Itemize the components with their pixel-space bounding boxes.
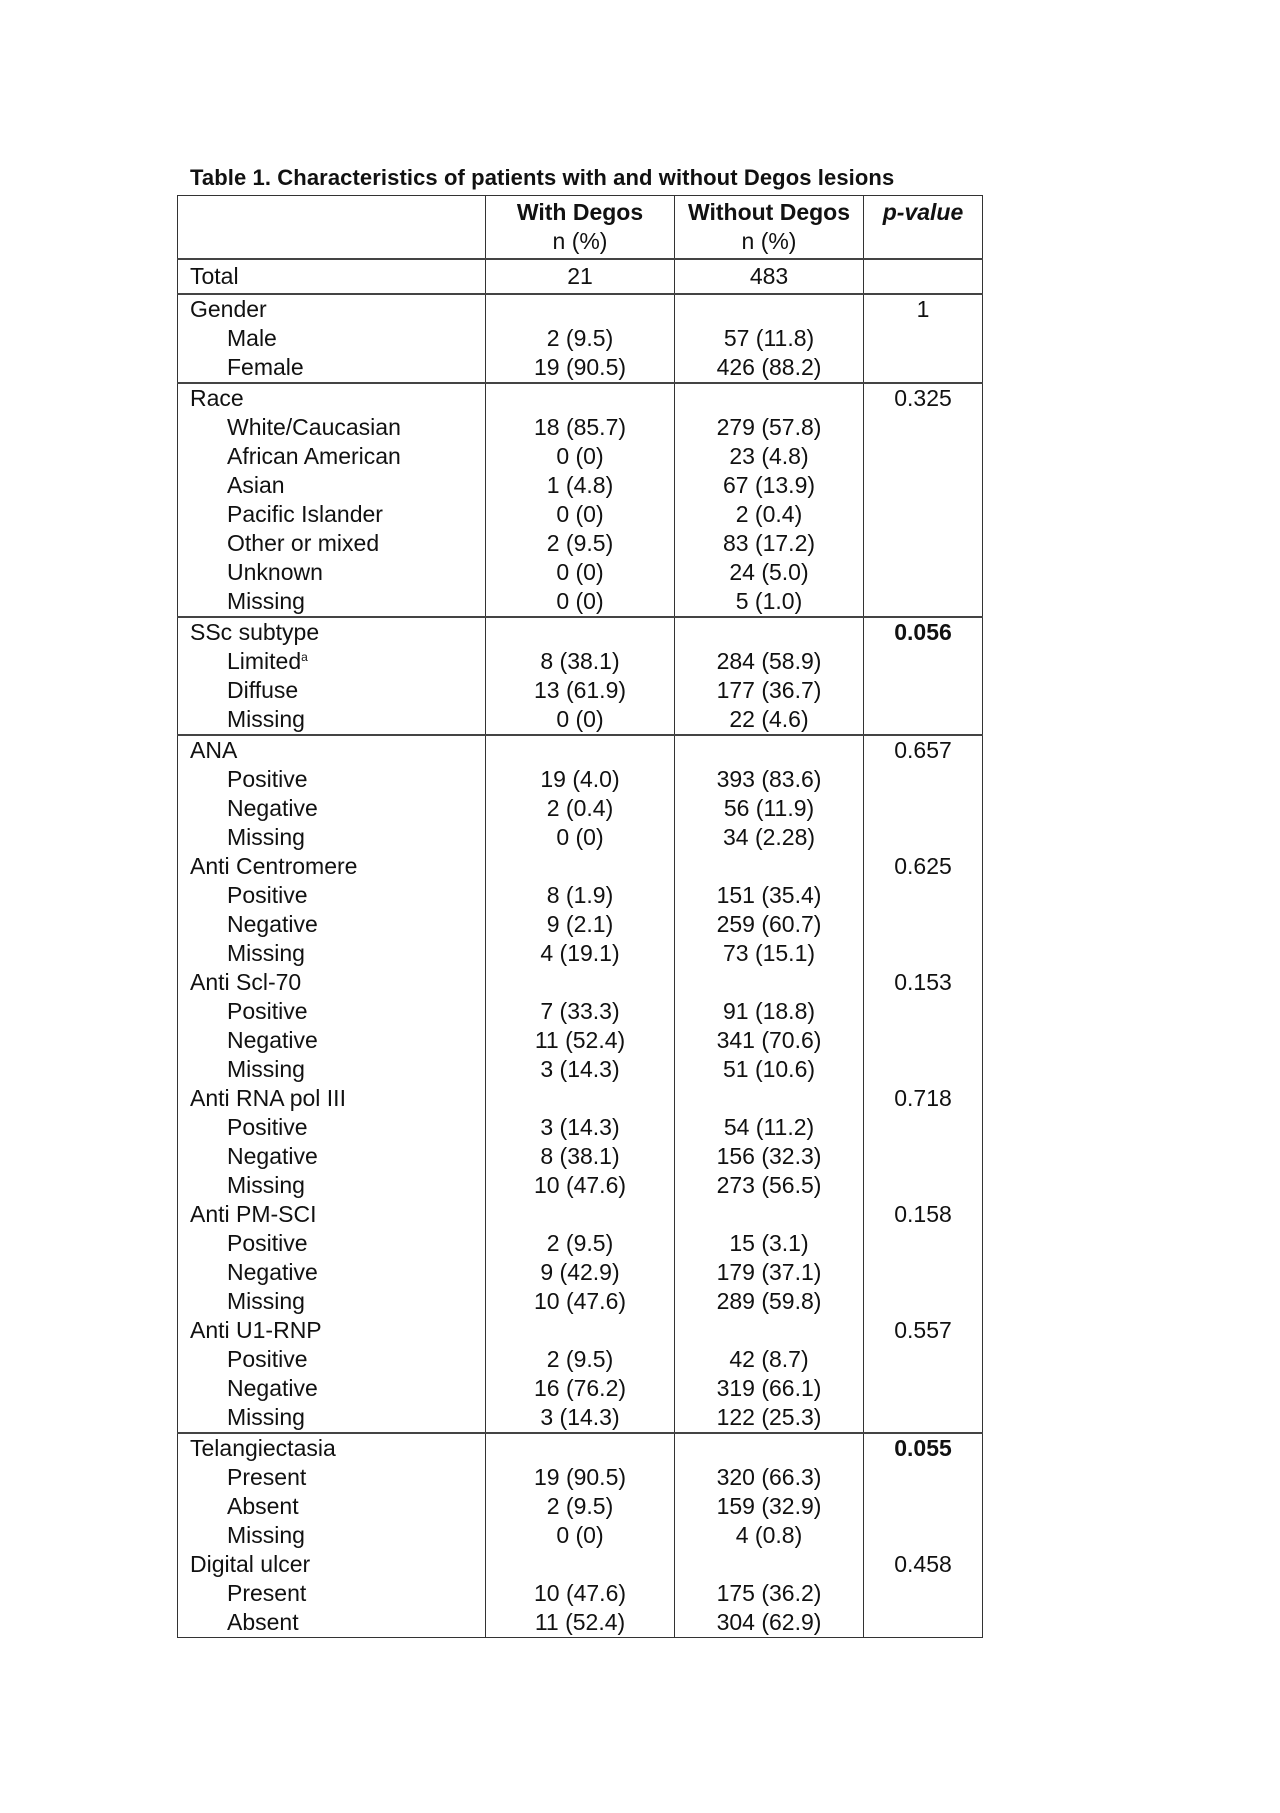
row-with: 0 (0): [486, 500, 675, 529]
group-pvalue: 0.055: [864, 1433, 983, 1463]
group-label: ANA: [178, 735, 486, 765]
group-without-cell: [675, 294, 864, 324]
row-with: 11 (52.4): [486, 1026, 675, 1055]
row-label-cell: [178, 413, 486, 442]
table-row: [178, 765, 983, 794]
row-label-cell: [178, 997, 486, 1026]
row-with: 0 (0): [486, 1521, 675, 1550]
table-row: [178, 647, 983, 676]
header-without-degos-label: Without Degos: [687, 199, 851, 225]
total-without: 483: [675, 259, 864, 294]
row-with: 10 (47.6): [486, 1579, 675, 1608]
row-label: Missing: [227, 1522, 305, 1548]
group-with-cell: [486, 968, 675, 997]
row-without: 22 (4.6): [675, 705, 864, 735]
row-label-cell: [178, 1258, 486, 1287]
row-with: 4 (19.1): [486, 939, 675, 968]
group-pvalue: 0.657: [864, 735, 983, 765]
table-row: [178, 442, 983, 471]
group-row: [178, 1433, 983, 1463]
row-label-cell: [178, 676, 486, 705]
row-pvalue: [864, 1521, 983, 1550]
group-pvalue: 0.557: [864, 1316, 983, 1345]
group-label: Anti PM-SCI: [178, 1200, 486, 1229]
row-pvalue: [864, 1463, 983, 1492]
row-pvalue: [864, 676, 983, 705]
row-without: 177 (36.7): [675, 676, 864, 705]
row-label: Present: [227, 1580, 307, 1606]
row-pvalue: [864, 1171, 983, 1200]
table-row: [178, 1579, 983, 1608]
row-with: 18 (85.7): [486, 413, 675, 442]
row-label-cell: [178, 1608, 486, 1638]
row-without: 122 (25.3): [675, 1403, 864, 1433]
group-pvalue: 0.153: [864, 968, 983, 997]
row-label: Negative: [227, 1027, 318, 1053]
row-label-cell: [178, 1374, 486, 1403]
group-with-cell: [486, 617, 675, 647]
table-row: [178, 1171, 983, 1200]
row-label-cell: [178, 794, 486, 823]
row-without: 42 (8.7): [675, 1345, 864, 1374]
row-pvalue: [864, 1579, 983, 1608]
group-row: [178, 735, 983, 765]
row-label-cell: [178, 1492, 486, 1521]
row-pvalue: [864, 413, 983, 442]
row-pvalue: [864, 647, 983, 676]
row-label-cell: [178, 442, 486, 471]
row-with: 3 (14.3): [486, 1055, 675, 1084]
row-label: Missing: [227, 1404, 305, 1430]
row-label: Positive: [227, 1346, 308, 1372]
row-pvalue: [864, 939, 983, 968]
group-label: Race: [178, 383, 486, 413]
row-without: 34 (2.28): [675, 823, 864, 852]
row-without: 73 (15.1): [675, 939, 864, 968]
table-row: [178, 529, 983, 558]
row-label: Negative: [227, 1143, 318, 1169]
row-with: 8 (38.1): [486, 647, 675, 676]
row-with: 13 (61.9): [486, 676, 675, 705]
row-with: 8 (1.9): [486, 881, 675, 910]
group-with-cell: [486, 294, 675, 324]
table-row: [178, 500, 983, 529]
row-with: 9 (42.9): [486, 1258, 675, 1287]
group-with-cell: [486, 383, 675, 413]
row-label: Missing: [227, 1056, 305, 1082]
header-row: [178, 196, 983, 260]
group-label: Anti Centromere: [178, 852, 486, 881]
table-row: [178, 794, 983, 823]
group-row: [178, 1200, 983, 1229]
table-body: [178, 196, 983, 1638]
table-row: [178, 910, 983, 939]
row-label: Missing: [227, 706, 305, 732]
group-without-cell: [675, 1200, 864, 1229]
row-without: 23 (4.8): [675, 442, 864, 471]
row-label: Pacific Islander: [227, 501, 383, 527]
group-without-cell: [675, 1084, 864, 1113]
row-pvalue: [864, 471, 983, 500]
row-pvalue: [864, 529, 983, 558]
header-with-degos-label: With Degos: [516, 199, 644, 225]
row-pvalue: [864, 1287, 983, 1316]
row-without: 289 (59.8): [675, 1287, 864, 1316]
row-with: 0 (0): [486, 558, 675, 587]
row-with: 3 (14.3): [486, 1113, 675, 1142]
row-label: Unknown: [227, 559, 323, 585]
row-without: 156 (32.3): [675, 1142, 864, 1171]
group-with-cell: [486, 1316, 675, 1345]
row-with: 2 (0.4): [486, 794, 675, 823]
row-pvalue: [864, 1608, 983, 1638]
row-label: Negative: [227, 1375, 318, 1401]
header-without-degos: [675, 196, 864, 260]
group-row: [178, 1084, 983, 1113]
row-pvalue: [864, 823, 983, 852]
table-row: [178, 1403, 983, 1433]
table-row: [178, 413, 983, 442]
header-pvalue-label: p-value: [882, 199, 964, 225]
row-without: 393 (83.6): [675, 765, 864, 794]
row-label: Absent: [227, 1493, 299, 1519]
row-label-cell: [178, 500, 486, 529]
row-label-cell: [178, 881, 486, 910]
row-without: 15 (3.1): [675, 1229, 864, 1258]
row-pvalue: [864, 705, 983, 735]
row-pvalue: [864, 1403, 983, 1433]
row-without: 304 (62.9): [675, 1608, 864, 1638]
row-with: 8 (38.1): [486, 1142, 675, 1171]
row-without: 24 (5.0): [675, 558, 864, 587]
header-pvalue: [864, 196, 983, 260]
row-label-cell: [178, 647, 486, 676]
row-without: 159 (32.9): [675, 1492, 864, 1521]
group-pvalue: 1: [864, 294, 983, 324]
row-label: Diffuse: [227, 677, 299, 703]
row-without: 5 (1.0): [675, 587, 864, 617]
row-without: 279 (57.8): [675, 413, 864, 442]
row-without: 51 (10.6): [675, 1055, 864, 1084]
row-without: 179 (37.1): [675, 1258, 864, 1287]
header-blank-cell: [178, 196, 486, 260]
row-label-cell: [178, 939, 486, 968]
group-label: Anti U1-RNP: [178, 1316, 486, 1345]
group-pvalue: 0.458: [864, 1550, 983, 1579]
table-row: [178, 587, 983, 617]
row-with: 16 (76.2): [486, 1374, 675, 1403]
table-row: [178, 1258, 983, 1287]
row-label: Missing: [227, 940, 305, 966]
row-pvalue: [864, 881, 983, 910]
row-without: 56 (11.9): [675, 794, 864, 823]
row-label: Negative: [227, 795, 318, 821]
group-without-cell: [675, 1316, 864, 1345]
row-with: 2 (9.5): [486, 324, 675, 353]
row-without: 2 (0.4): [675, 500, 864, 529]
row-with: 19 (90.5): [486, 353, 675, 383]
group-row: [178, 383, 983, 413]
row-pvalue: [864, 587, 983, 617]
table-row: [178, 997, 983, 1026]
row-label: Missing: [227, 588, 305, 614]
row-label-cell: [178, 587, 486, 617]
row-label-cell: [178, 765, 486, 794]
table-row: [178, 939, 983, 968]
row-label-cell: [178, 823, 486, 852]
row-without: 175 (36.2): [675, 1579, 864, 1608]
row-label-cell: [178, 705, 486, 735]
table-row: [178, 1608, 983, 1638]
header-with-degos-unit: n (%): [552, 228, 608, 254]
group-without-cell: [675, 383, 864, 413]
characteristics-table: [177, 195, 983, 1638]
row-label: Positive: [227, 1114, 308, 1140]
row-pvalue: [864, 1258, 983, 1287]
row-pvalue: [864, 442, 983, 471]
group-row: [178, 1550, 983, 1579]
row-label: Missing: [227, 1172, 305, 1198]
group-label: Telangiectasia: [178, 1433, 486, 1463]
group-without-cell: [675, 852, 864, 881]
group-label: Anti Scl-70: [178, 968, 486, 997]
row-pvalue: [864, 997, 983, 1026]
group-label: SSc subtype: [178, 617, 486, 647]
row-with: 1 (4.8): [486, 471, 675, 500]
group-without-cell: [675, 735, 864, 765]
total-with: 21: [486, 259, 675, 294]
total-label: Total: [178, 259, 486, 294]
header-with-degos: [486, 196, 675, 260]
group-row: [178, 968, 983, 997]
row-pvalue: [864, 1055, 983, 1084]
row-pvalue: [864, 1026, 983, 1055]
row-pvalue: [864, 558, 983, 587]
group-pvalue: 0.325: [864, 383, 983, 413]
group-without-cell: [675, 1550, 864, 1579]
table-row: [178, 1345, 983, 1374]
row-pvalue: [864, 910, 983, 939]
row-pvalue: [864, 1229, 983, 1258]
group-with-cell: [486, 1433, 675, 1463]
row-with: 2 (9.5): [486, 529, 675, 558]
row-without: 57 (11.8): [675, 324, 864, 353]
row-label: Asian: [227, 472, 285, 498]
row-pvalue: [864, 765, 983, 794]
row-label-cell: [178, 1055, 486, 1084]
row-label-cell: [178, 910, 486, 939]
row-label-cell: [178, 1463, 486, 1492]
group-pvalue: 0.625: [864, 852, 983, 881]
row-without: 54 (11.2): [675, 1113, 864, 1142]
row-without: 83 (17.2): [675, 529, 864, 558]
row-label: Positive: [227, 998, 308, 1024]
table-row: [178, 1521, 983, 1550]
row-label: White/Caucasian: [227, 414, 401, 440]
row-with: 0 (0): [486, 823, 675, 852]
row-pvalue: [864, 1142, 983, 1171]
group-label: Gender: [178, 294, 486, 324]
row-with: 9 (2.1): [486, 910, 675, 939]
table-row: [178, 1287, 983, 1316]
row-label-cell: [178, 353, 486, 383]
header-without-degos-unit: n (%): [741, 228, 797, 254]
row-with: 3 (14.3): [486, 1403, 675, 1433]
row-with: 11 (52.4): [486, 1608, 675, 1638]
group-row: [178, 1316, 983, 1345]
row-with: 19 (90.5): [486, 1463, 675, 1492]
row-pvalue: [864, 1113, 983, 1142]
table-row: [178, 823, 983, 852]
group-row: [178, 294, 983, 324]
row-label-cell: [178, 1171, 486, 1200]
table-row: [178, 324, 983, 353]
row-with: 0 (0): [486, 705, 675, 735]
group-without-cell: [675, 1433, 864, 1463]
total-pvalue: [864, 259, 983, 294]
row-pvalue: [864, 1374, 983, 1403]
row-label: Positive: [227, 766, 308, 792]
group-row: [178, 852, 983, 881]
row-label-cell: [178, 1521, 486, 1550]
row-label: Other or mixed: [227, 530, 380, 556]
group-with-cell: [486, 852, 675, 881]
group-with-cell: [486, 1200, 675, 1229]
row-label: Positive: [227, 882, 308, 908]
table-row: [178, 1142, 983, 1171]
table-row: [178, 1026, 983, 1055]
group-label: Anti RNA pol III: [178, 1084, 486, 1113]
row-label: Missing: [227, 1288, 305, 1314]
row-without: 273 (56.5): [675, 1171, 864, 1200]
row-with: 2 (9.5): [486, 1345, 675, 1374]
row-with: 10 (47.6): [486, 1287, 675, 1316]
table-row: [178, 1374, 983, 1403]
row-label-cell: [178, 558, 486, 587]
group-label: Digital ulcer: [178, 1550, 486, 1579]
row-pvalue: [864, 1345, 983, 1374]
row-label: African American: [227, 443, 401, 469]
row-label: Male: [227, 325, 277, 351]
row-label: Absent: [227, 1609, 299, 1635]
table-row: [178, 353, 983, 383]
group-with-cell: [486, 1084, 675, 1113]
total-row: [178, 259, 983, 294]
row-without: 319 (66.1): [675, 1374, 864, 1403]
row-without: 151 (35.4): [675, 881, 864, 910]
table-row: [178, 676, 983, 705]
table-row: [178, 1113, 983, 1142]
group-with-cell: [486, 735, 675, 765]
table-row: [178, 471, 983, 500]
row-label-cell: [178, 1142, 486, 1171]
row-label: Negative: [227, 1259, 318, 1285]
row-with: 2 (9.5): [486, 1229, 675, 1258]
group-pvalue: 0.158: [864, 1200, 983, 1229]
row-pvalue: [864, 353, 983, 383]
row-without: 67 (13.9): [675, 471, 864, 500]
row-label-cell: [178, 1113, 486, 1142]
row-label: Missing: [227, 824, 305, 850]
row-without: 341 (70.6): [675, 1026, 864, 1055]
row-pvalue: [864, 794, 983, 823]
group-without-cell: [675, 617, 864, 647]
group-with-cell: [486, 1550, 675, 1579]
row-pvalue: [864, 500, 983, 529]
group-without-cell: [675, 968, 864, 997]
row-with: 0 (0): [486, 587, 675, 617]
table-row: [178, 881, 983, 910]
row-label-cell: [178, 471, 486, 500]
row-label-cell: [178, 1229, 486, 1258]
row-with: 2 (9.5): [486, 1492, 675, 1521]
row-pvalue: [864, 324, 983, 353]
row-pvalue: [864, 1492, 983, 1521]
row-with: 7 (33.3): [486, 997, 675, 1026]
table-row: [178, 558, 983, 587]
row-with: 19 (4.0): [486, 765, 675, 794]
table-row: [178, 1463, 983, 1492]
row-with: 10 (47.6): [486, 1171, 675, 1200]
row-without: 426 (88.2): [675, 353, 864, 383]
table-row: [178, 705, 983, 735]
row-label: Limited: [227, 648, 302, 674]
row-without: 4 (0.8): [675, 1521, 864, 1550]
row-label-cell: [178, 1403, 486, 1433]
row-without: 91 (18.8): [675, 997, 864, 1026]
row-with: 0 (0): [486, 442, 675, 471]
table-row: [178, 1492, 983, 1521]
group-pvalue: 0.718: [864, 1084, 983, 1113]
row-without: 320 (66.3): [675, 1463, 864, 1492]
row-label: Female: [227, 354, 304, 380]
group-row: [178, 617, 983, 647]
row-label: Negative: [227, 911, 318, 937]
row-label: Positive: [227, 1230, 308, 1256]
row-label-cell: [178, 529, 486, 558]
row-without: 259 (60.7): [675, 910, 864, 939]
row-label-cell: [178, 1345, 486, 1374]
table-caption: Table 1. Characteristics of patients with and without Degos lesions: [190, 165, 895, 190]
footnote-marker: a: [301, 650, 308, 664]
row-label: Present: [227, 1464, 307, 1490]
row-label-cell: [178, 1026, 486, 1055]
row-label-cell: [178, 1579, 486, 1608]
row-label-cell: [178, 324, 486, 353]
row-without: 284 (58.9): [675, 647, 864, 676]
table-row: [178, 1055, 983, 1084]
table-row: [178, 1229, 983, 1258]
group-pvalue: 0.056: [864, 617, 983, 647]
row-label-cell: [178, 1287, 486, 1316]
